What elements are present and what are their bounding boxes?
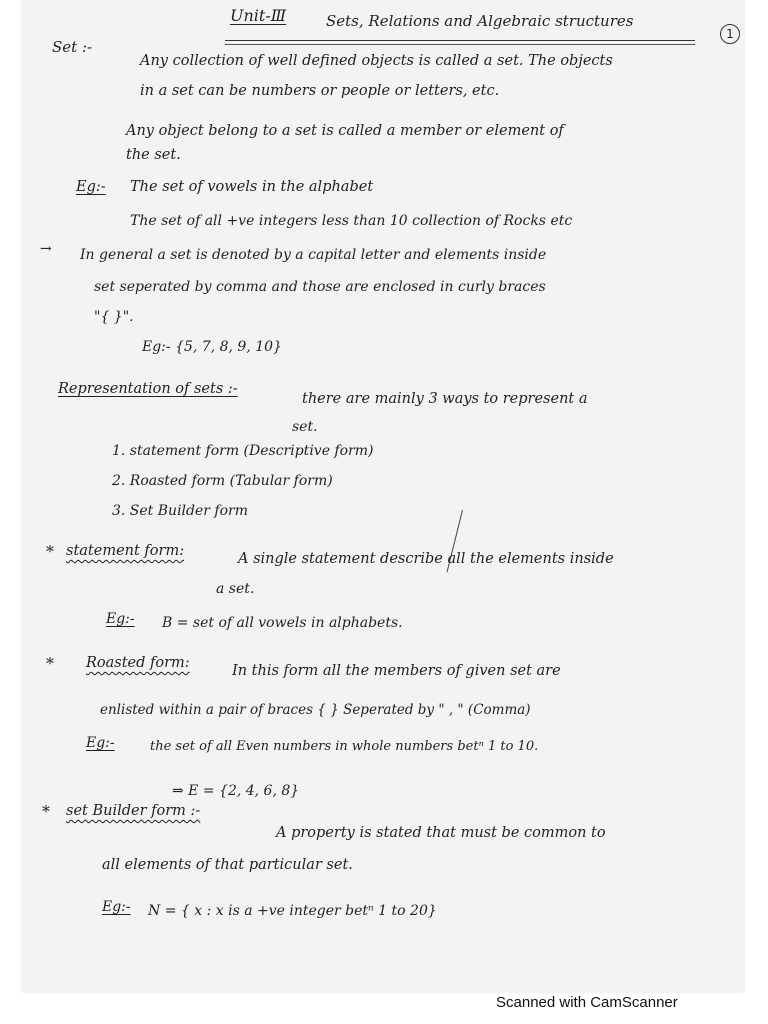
set-def-line-4: the set. [126,147,181,163]
set-def-line-1: Any collection of well defined objects is called a set. The objects [140,53,613,69]
set-builder-eg: N = { x : x is a +ve integer betⁿ 1 to 20} [148,903,437,919]
general-line-1: In general a set is denoted by a capital letter and elements inside [80,247,547,263]
eg1-label: Eg:- [76,179,106,195]
representation-intro-1: there are mainly 3 ways to represent a [302,391,588,407]
roasted-form-heading: Roasted form: [86,655,190,671]
page-number: 1 [720,24,740,44]
set-label: Set :- [52,38,93,56]
set-def-line-3: Any object belong to a set is called a member or element of [126,123,564,139]
set-builder-line-2: all elements of that particular set. [102,857,353,873]
representation-item-3: 3. Set Builder form [112,503,248,519]
camscanner-watermark: Scanned with CamScanner [496,994,678,1011]
set-def-line-2: in a set can be numbers or people or letters, etc. [140,83,500,99]
statement-eg-label: Eg:- [106,611,135,627]
title-underline [225,40,695,41]
unit-label: Unit-Ⅲ [230,6,287,25]
arrow-icon: → [40,241,52,257]
general-line-3: "{ }". [94,309,134,325]
roasted-eg-label: Eg:- [86,735,115,751]
representation-item-2: 2. Roasted form (Tabular form) [112,473,333,489]
representation-heading: Representation of sets :- [58,381,238,397]
eg1-line-2: The set of all +ve integers less than 10 collection of Rocks etc [130,213,573,229]
roasted-result: ⇒ E = {2, 4, 6, 8} [172,783,300,799]
roasted-form-line-1: In this form all the members of given set are [232,663,561,679]
general-line-2: set seperated by comma and those are enclosed in curly braces [94,279,546,295]
representation-intro-2: set. [292,419,318,435]
statement-form-line-1: A single statement describe all the elements inside [238,551,614,567]
set-builder-eg-label: Eg:- [102,899,131,915]
statement-form-heading: statement form: [66,543,185,559]
representation-item-1: 1. statement form (Descriptive form) [112,443,374,459]
set-builder-heading: set Builder form :- [66,803,201,819]
eg1-line-1: The set of vowels in the alphabet [130,179,374,195]
star-icon: * [46,654,54,673]
set-builder-line-1: A property is stated that must be common to [276,825,606,841]
roasted-eg: the set of all Even numbers in whole numbers betⁿ 1 to 10. [150,739,539,754]
general-example: Eg:- {5, 7, 8, 9, 10} [142,339,282,355]
statement-eg: B = set of all vowels in alphabets. [162,615,403,631]
page-title: Sets, Relations and Algebraic structures [326,12,634,30]
star-icon: * [46,542,54,561]
title-underline-2 [225,44,695,45]
statement-form-line-2: a set. [216,581,255,597]
roasted-form-line-2: enlisted within a pair of braces { } Seperated by " , " (Comma) [100,702,531,718]
star-icon: * [42,802,50,821]
